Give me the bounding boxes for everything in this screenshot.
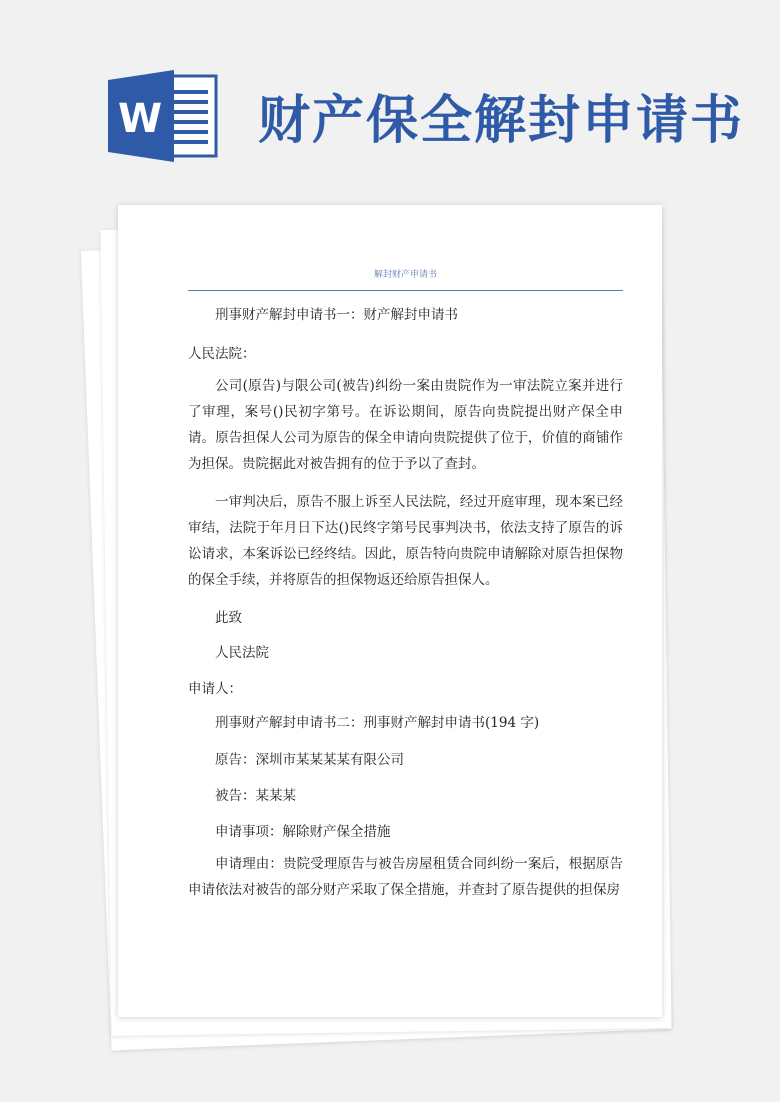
heading-line-1: 刑事财产解封申请书一：财产解封申请书 bbox=[215, 307, 458, 323]
running-head: 解封财产申请书 bbox=[373, 270, 437, 280]
closing-line: 此致 bbox=[215, 610, 242, 626]
addressee: 人民法院： bbox=[188, 346, 256, 362]
defendant-line: 被告：某某某 bbox=[215, 788, 296, 804]
court-line: 人民法院 bbox=[215, 645, 269, 661]
paragraph-3: 申请理由：贵院受理原告与被告房屋租赁合同纠纷一案后，根据原告申请依法对被告的部分财产采取了保全措施，并查封了原告提供的担保房 bbox=[188, 856, 623, 898]
paragraph-1: 公司(原告)与限公司(被告)纠纷一案由贵院作为一审法院立案并进行了审理，案号()民初字第号。在诉讼期间，原告向贵院提出财产保全申请。原告担保人公司为原告的保全申请向贵院提供了位于，价值的商铺作为担保。贵院据此对被告拥有的位于予以了查封。 bbox=[188, 378, 623, 472]
plaintiff-line: 原告：深圳市某某某某有限公司 bbox=[215, 752, 404, 768]
page-title: 财产保全解封申请书 bbox=[258, 91, 745, 151]
header-rule bbox=[188, 290, 623, 291]
request-line: 申请事项：解除财产保全措施 bbox=[215, 824, 391, 840]
applicant-line: 申请人： bbox=[188, 681, 242, 697]
heading-line-2: 刑事财产解封申请书二：刑事财产解封申请书(194 字) bbox=[215, 715, 540, 731]
page-header bbox=[0, 0, 780, 200]
word-icon bbox=[108, 70, 220, 162]
word-logo-letter: W bbox=[118, 96, 163, 142]
paragraph-2: 一审判决后，原告不服上诉至人民法院，经过开庭审理，现本案已经审结，法院于年月日下达()民终字第号民事判决书，依法支持了原告的诉讼请求，本案诉讼已经终结。因此，原告特向贵院申请解除对原告担保物的保全手续，并将原告的担保物返还给原告担保人。 bbox=[188, 494, 623, 588]
document-page bbox=[118, 205, 662, 1017]
